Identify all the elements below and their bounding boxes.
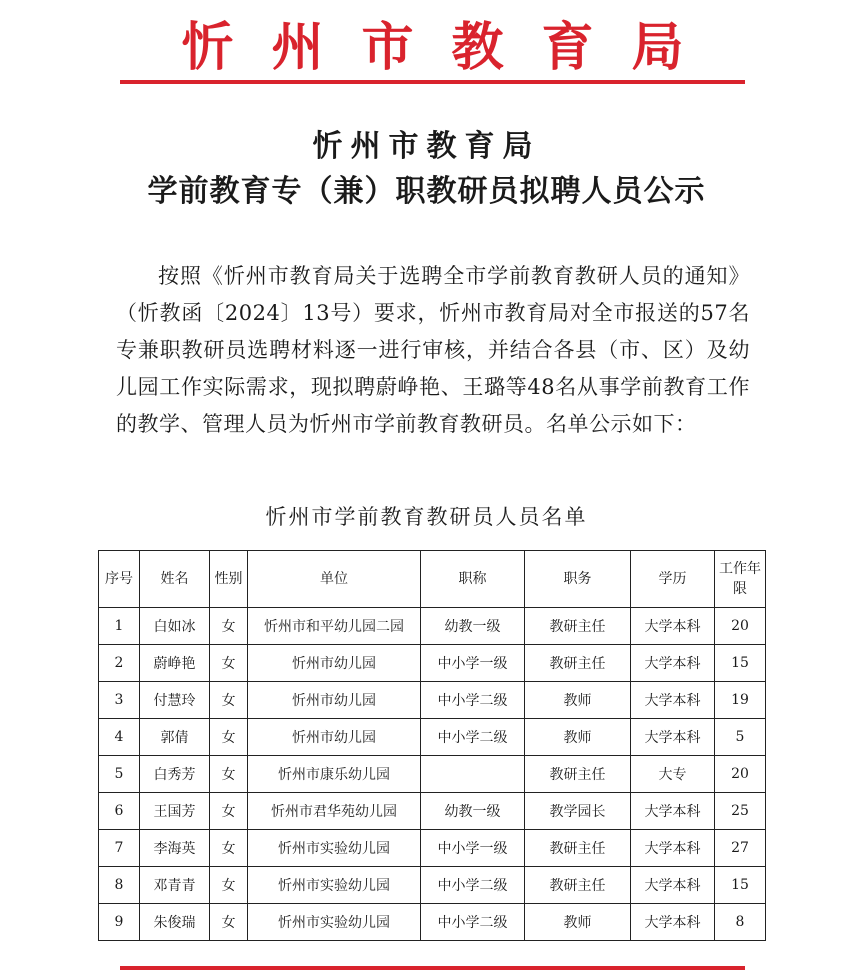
table-body — [99, 608, 766, 941]
cell-title: 幼教一级 — [421, 608, 525, 645]
cell-years: 15 — [715, 645, 766, 682]
cell-position: 教研主任 — [525, 608, 631, 645]
table-row — [99, 608, 766, 645]
cell-position: 教研主任 — [525, 756, 631, 793]
cell-position: 教研主任 — [525, 645, 631, 682]
cell-education: 大学本科 — [631, 682, 715, 719]
cell-years: 20 — [715, 756, 766, 793]
cell-name: 郭倩 — [140, 719, 210, 756]
cell-unit: 忻州市实验幼儿园 — [248, 830, 421, 867]
cell-name: 付慧玲 — [140, 682, 210, 719]
letterhead-title: 忻州市教育局 — [181, 18, 722, 78]
table-row — [99, 645, 766, 682]
header-position: 职务 — [525, 551, 631, 608]
cell-position: 教研主任 — [525, 867, 631, 904]
cell-title: 幼教一级 — [421, 793, 525, 830]
notice-body-paragraph: 按照《忻州市教育局关于选聘全市学前教育教研人员的通知》（忻教函〔2024〕13号）要求，忻州市教育局对全市报送的57名专兼职教研员选聘材料逐一进行审核，并结合各县（市、区）及幼儿园工作实际需求，现拟聘蔚峥艳、王璐等48名从事学前教育工作的教学、管理人员为忻州市学前教育教研员。名单公示如下： — [116, 264, 750, 436]
cell-years: 25 — [715, 793, 766, 830]
cell-title: 中小学二级 — [421, 719, 525, 756]
table-row — [99, 867, 766, 904]
cell-index: 2 — [99, 645, 140, 682]
cell-education: 大学本科 — [631, 830, 715, 867]
letterhead-red-rule — [120, 80, 745, 84]
cell-index: 5 — [99, 756, 140, 793]
table-row — [99, 756, 766, 793]
cell-title: 中小学一级 — [421, 645, 525, 682]
cell-name: 邓青青 — [140, 867, 210, 904]
cell-name: 李海英 — [140, 830, 210, 867]
cell-gender: 女 — [210, 793, 248, 830]
table-row — [99, 793, 766, 830]
header-education: 学历 — [631, 551, 715, 608]
cell-title: 中小学二级 — [421, 682, 525, 719]
cell-unit: 忻州市幼儿园 — [248, 645, 421, 682]
table-row — [99, 904, 766, 941]
cell-education: 大学本科 — [631, 793, 715, 830]
cell-name: 白如冰 — [140, 608, 210, 645]
cell-position: 教研主任 — [525, 830, 631, 867]
cell-index: 7 — [99, 830, 140, 867]
cell-years: 8 — [715, 904, 766, 941]
header-years: 工作年限 — [715, 551, 766, 608]
table-header-row — [99, 551, 766, 608]
cell-gender: 女 — [210, 682, 248, 719]
header-unit: 单位 — [248, 551, 421, 608]
cell-education: 大专 — [631, 756, 715, 793]
cell-index: 6 — [99, 793, 140, 830]
cell-unit: 忻州市幼儿园 — [248, 682, 421, 719]
cell-name: 白秀芳 — [140, 756, 210, 793]
cell-name: 朱俊瑞 — [140, 904, 210, 941]
cell-unit: 忻州市康乐幼儿园 — [248, 756, 421, 793]
cell-title: 中小学一级 — [421, 830, 525, 867]
cell-title: 中小学二级 — [421, 904, 525, 941]
cell-education: 大学本科 — [631, 608, 715, 645]
cell-index: 8 — [99, 867, 140, 904]
cell-education: 大学本科 — [631, 867, 715, 904]
cell-years: 5 — [715, 719, 766, 756]
cell-education: 大学本科 — [631, 719, 715, 756]
staff-list-table — [98, 550, 766, 941]
cell-position: 教学园长 — [525, 793, 631, 830]
cell-name: 王国芳 — [140, 793, 210, 830]
cell-gender: 女 — [210, 608, 248, 645]
cell-gender: 女 — [210, 719, 248, 756]
cell-unit: 忻州市实验幼儿园 — [248, 904, 421, 941]
cell-index: 3 — [99, 682, 140, 719]
cell-gender: 女 — [210, 904, 248, 941]
header-name: 姓名 — [140, 551, 210, 608]
cell-unit: 忻州市幼儿园 — [248, 719, 421, 756]
cell-gender: 女 — [210, 867, 248, 904]
cell-unit: 忻州市君华苑幼儿园 — [248, 793, 421, 830]
table-row — [99, 682, 766, 719]
table-row — [99, 719, 766, 756]
header-index: 序号 — [99, 551, 140, 608]
cell-gender: 女 — [210, 645, 248, 682]
footer-red-rule — [120, 966, 745, 970]
table-row — [99, 830, 766, 867]
list-title: 忻州市学前教育教研员人员名单 — [265, 505, 588, 529]
cell-years: 27 — [715, 830, 766, 867]
document-title-line1: 忻州市教育局 — [312, 129, 541, 164]
cell-title — [421, 756, 525, 793]
document-title-line2: 学前教育专（兼）职教研员拟聘人员公示 — [147, 174, 706, 209]
cell-name: 蔚峥艳 — [140, 645, 210, 682]
cell-unit: 忻州市和平幼儿园二园 — [248, 608, 421, 645]
cell-position: 教师 — [525, 719, 631, 756]
cell-education: 大学本科 — [631, 904, 715, 941]
cell-position: 教师 — [525, 682, 631, 719]
cell-index: 1 — [99, 608, 140, 645]
cell-position: 教师 — [525, 904, 631, 941]
cell-title: 中小学二级 — [421, 867, 525, 904]
cell-years: 15 — [715, 867, 766, 904]
header-title: 职称 — [421, 551, 525, 608]
cell-years: 19 — [715, 682, 766, 719]
cell-gender: 女 — [210, 756, 248, 793]
cell-index: 4 — [99, 719, 140, 756]
cell-index: 9 — [99, 904, 140, 941]
cell-unit: 忻州市实验幼儿园 — [248, 867, 421, 904]
header-gender: 性别 — [210, 551, 248, 608]
cell-years: 20 — [715, 608, 766, 645]
cell-education: 大学本科 — [631, 645, 715, 682]
cell-gender: 女 — [210, 830, 248, 867]
